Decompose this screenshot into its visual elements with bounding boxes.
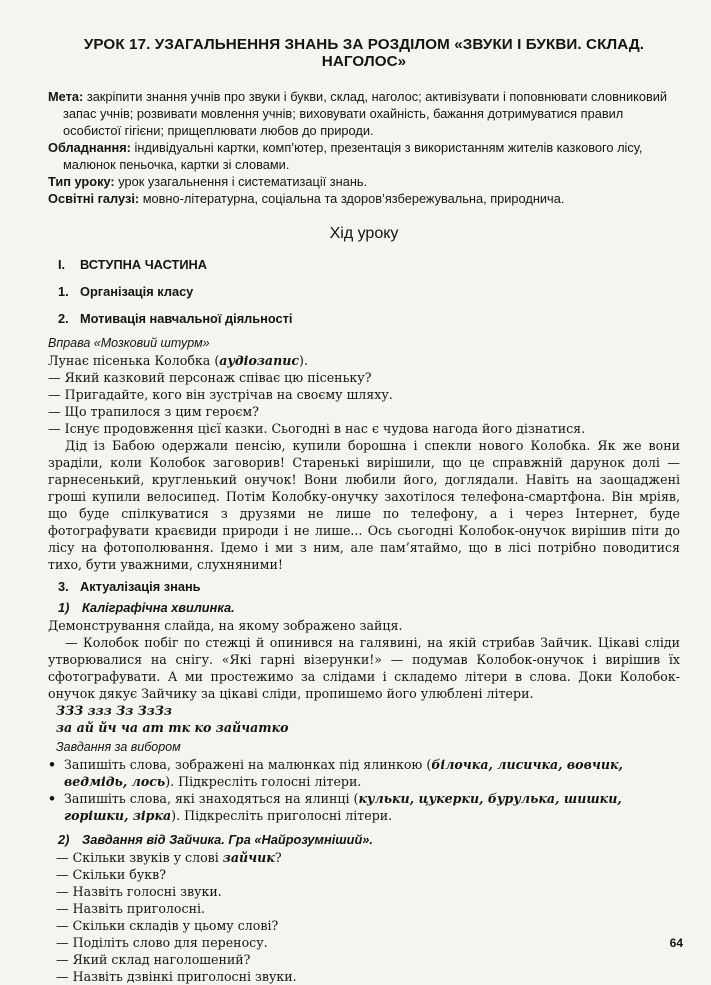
meta-equipment: Обладнання: індивідуальні картки, комп’ютер, презентація з використанням жителів казкового лісу, малюнок пеньочка, картки зі словами.: [48, 140, 643, 172]
question-line: — Скільки букв?: [56, 867, 166, 882]
exercise-label: Вправа «Мозковий штурм»: [48, 336, 210, 350]
page-title: УРОК 17. УЗАГАЛЬНЕННЯ ЗНАНЬ ЗА РОЗДІЛОМ «ЗВУКИ І БУКВИ. СКЛАД. НАГОЛОС»: [83, 36, 645, 70]
meta-type: Тип уроку: урок узагальнення і систематизації знань.: [48, 174, 368, 189]
question-line: — Назвіть дзвінкі приголосні звуки.: [56, 969, 297, 984]
game-questions: [48, 849, 680, 985]
list-item: • Запишіть слова, які знаходяться на ялинці (кульки, цукерки, бурулька, шишки, горішки, зірка). Підкресліть приголосні літери.: [48, 790, 680, 824]
question-line: — Скільки складів у цьому слові?: [56, 918, 279, 933]
section-intro: I. ВСТУПНА ЧАСТИНА: [58, 257, 208, 272]
question-line: — Існує продовження цієї казки. Сьогодні в нас є чудова нагода його дізнатися.: [48, 421, 586, 436]
lesson-meta: [48, 88, 680, 207]
question-line: — Назвіть приголосні.: [56, 901, 205, 916]
song-line: Лунає пісенька Колобка (аудіозапис).: [48, 353, 308, 368]
motivation-body: [48, 352, 680, 573]
question-line: — Який казковий персонаж співає цю пісеньку?: [48, 370, 372, 385]
question-line: — Пригадайте, кого він зустрічав на своєму шляху.: [48, 387, 393, 402]
story-paragraph: Дід із Бабою одержали пенсію, купили борошна і спекли нового Колобка. Як же вони зраділи, коли Колобок заговорив! Старенькі вирішили, що це справжній дарунок долі — гарнесенький, кругленький онучок! Вони любили його, доглядали. Навіть на заощаджені гроші купили велосипед. Потім Колобку-онучку захотілося телефона-смартфона. Він мріяв, що буде спілкуватися з друзями не лише по телефону, а і через Інтернет, буде фотографувати краєвиди природи і не лише... Ось сьогодні Колобок-онучок вирішив піти до лісу на фотополювання. Ідемо і ми з ним, але пам’ятаймо, що в лісі потрібно поводитися тихо, бути уважними, слухняними!: [48, 438, 680, 572]
lesson-heading: Хід уроку: [329, 225, 399, 242]
question-line: — Який склад наголошений?: [56, 952, 251, 967]
slide-line: Демонстрування слайда, на якому зображено зайця.: [48, 618, 403, 633]
calligraphy-syllables: за ай йч ча ат тк ко зайчатко: [56, 720, 289, 735]
choice-label: Завдання за вибором: [56, 740, 181, 754]
hare-story: — Колобок побіг по стежці й опинився на галявині, на якій стрибав Зайчик. Цікаві сліди утворювалися на снігу. «Які гарні візерунки!» — подумав Колобок-онучок і вирішив їх сфотографувати. А ми простежимо за слідами і складемо літери в слова. Доки Колобок-онучок дякує Зайчику за цікаві сліди, пропишемо його улюблені літери.: [48, 635, 680, 701]
question-line: — Що трапилося з цим героєм?: [48, 404, 259, 419]
question-line: — Скільки звуків у слові зайчик?: [56, 850, 282, 865]
calligraphy-body: [48, 617, 680, 736]
section-organization: 1. Організація класу: [58, 284, 194, 299]
meta-goal: Мета: закріпити знання учнів про звуки і букви, склад, наголос; активізувати і поповнювати словниковий запас учнів; розвивати мовлення учнів; виховувати охайність, бажання дотримуватися правил особистої гігієни; прищеплювати любов до природи.: [48, 89, 668, 138]
meta-fields: Освітні галузі: мовно-літературна, соціальна та здоров’язбережувальна, природнича.: [48, 191, 565, 206]
question-line: — Назвіть голосні звуки.: [56, 884, 222, 899]
subsection-game: 2) Завдання від Зайчика. Гра «Найрозумніший».: [58, 832, 373, 847]
section-actualization: 3. Актуалізація знань: [58, 579, 201, 594]
page-number: 64: [669, 936, 683, 950]
list-item: • Запишіть слова, зображені на малюнках під ялинкою (білочка, лисичка, вовчик, ведмідь, лось). Підкресліть голосні літери.: [48, 756, 680, 790]
calligraphy-letters: ЗЗЗ ззз Зз ЗзЗз: [56, 703, 172, 718]
lesson-page: [48, 36, 680, 985]
question-line: — Поділіть слово для переносу.: [56, 935, 268, 950]
subsection-calligraphy: 1) Каліграфічна хвилинка.: [58, 600, 235, 615]
choice-task-list: [48, 756, 680, 824]
section-motivation: 2. Мотивація навчальної діяльності: [58, 311, 293, 326]
